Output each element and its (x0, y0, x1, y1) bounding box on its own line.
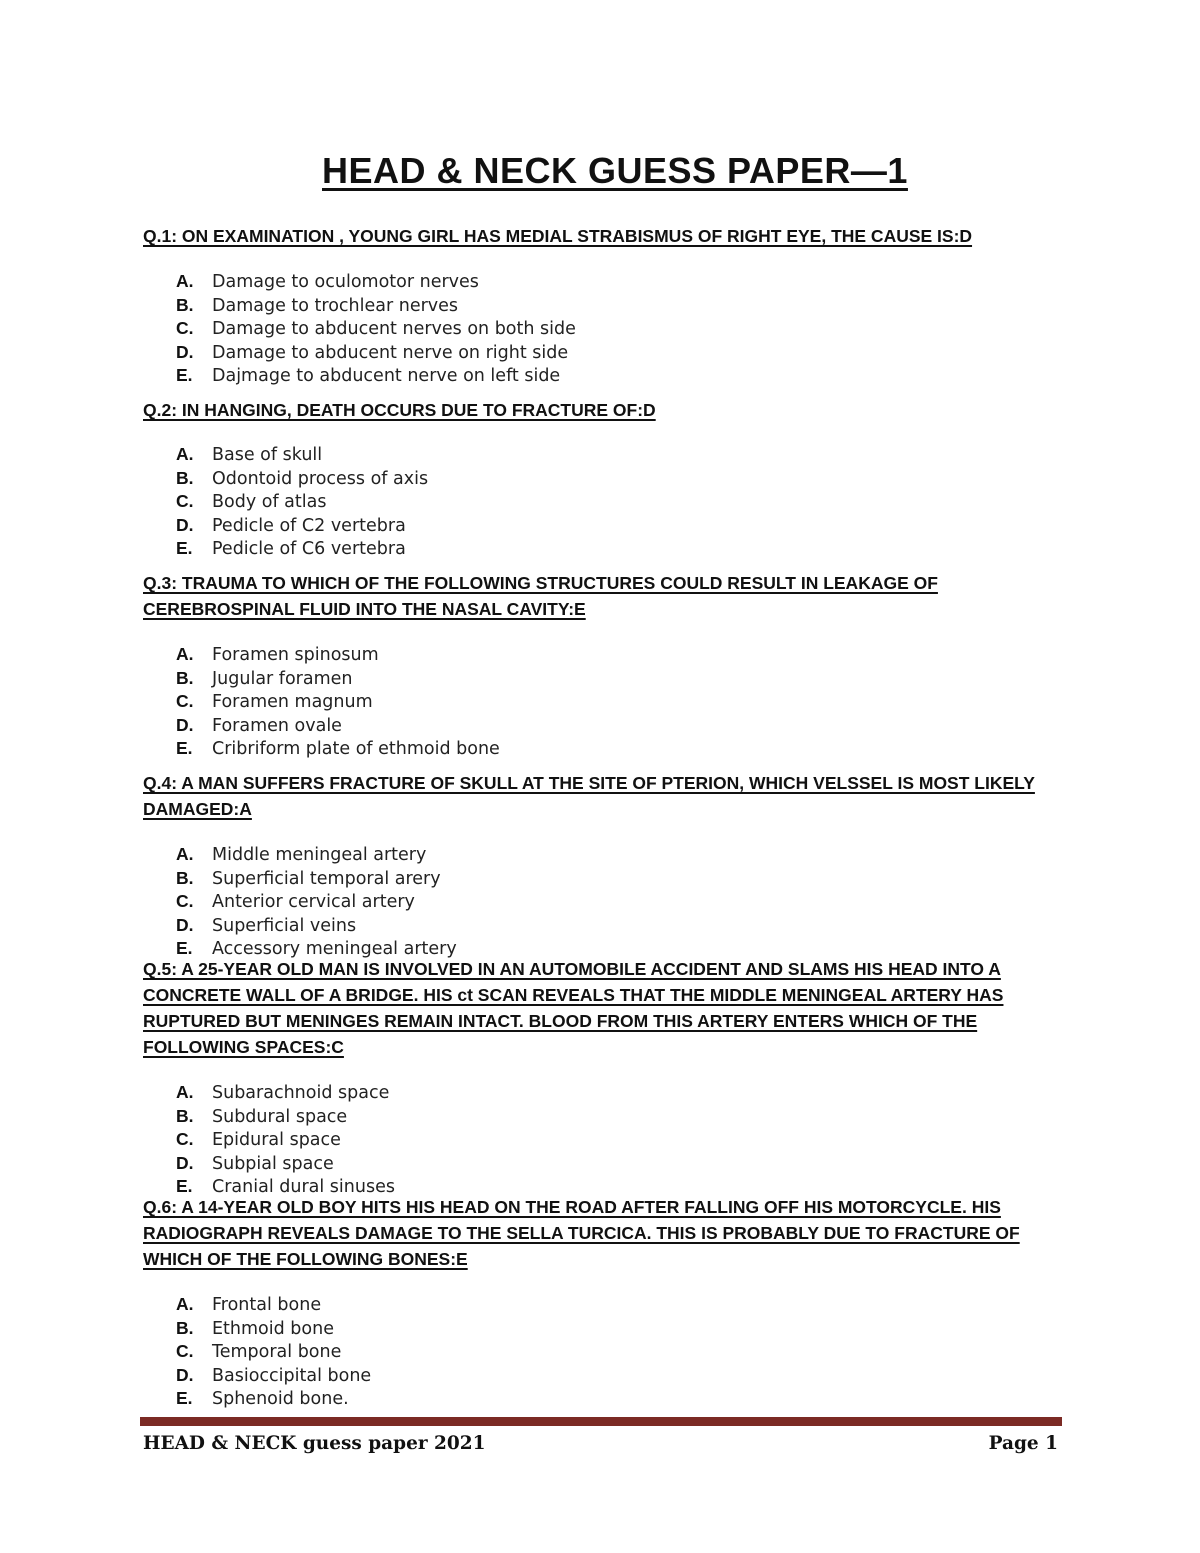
option-letter: E. (176, 738, 193, 759)
option-text: Base of skull (212, 445, 323, 465)
option-letter: C. (176, 691, 194, 712)
option-text: Body of atlas (212, 492, 327, 513)
option-letter: D. (176, 914, 194, 935)
option-text: Sphenoid bone. (212, 1389, 349, 1410)
option-letter: D. (176, 341, 194, 362)
option (176, 1293, 371, 1317)
question-1: Q.1: ON EXAMINATION , YOUNG GIRL HAS MEDIAL STRABISMUS OF RIGHT EYE, THE CAUSE IS:D (143, 226, 973, 246)
option-text: Frontal bone (212, 1295, 322, 1315)
question-6: Q.6: A 14-YEAR OLD BOY HITS HIS HEAD ON THE ROAD AFTER FALLING OFF HIS MOTORCYCLE. HIS RADIOGRAPH REVEALS DAMAGE TO THE SELLA TURCICA. THIS IS PROBABLY DUE TO FRACTURE OF WHICH OF THE FOLLOWING BONES:E (143, 1197, 1020, 1269)
option-letter: A. (176, 444, 194, 464)
option (176, 914, 457, 938)
footer-title: HEAD & NECK guess paper 2021 (143, 1433, 486, 1454)
option-letter: C. (176, 891, 194, 912)
option-text: Damage to abducent nerve on right side (212, 342, 569, 363)
option-letter: A. (176, 1082, 194, 1102)
footer-rule (140, 1417, 1062, 1426)
option (176, 341, 576, 365)
option-text: Pedicle of C6 vertebra (212, 539, 406, 560)
option-text: Foramen magnum (212, 692, 373, 713)
option-letter: A. (176, 1294, 194, 1314)
option-text: Subarachnoid space (212, 1083, 390, 1103)
page-number: Page 1 (988, 1433, 1058, 1454)
option-text: Basioccipital bone (212, 1365, 372, 1386)
option (176, 1387, 371, 1411)
option-text: Odontoid process of axis (212, 468, 429, 489)
option-text: Foramen ovale (212, 715, 342, 736)
option-text: Epidural space (212, 1130, 341, 1151)
option-letter: A. (176, 844, 194, 864)
options-4 (176, 843, 457, 961)
option (176, 737, 500, 761)
option (176, 317, 576, 341)
option-letter: A. (176, 644, 194, 664)
options-1 (176, 270, 576, 388)
option-letter: B. (176, 1317, 194, 1338)
question-4: Q.4: A MAN SUFFERS FRACTURE OF SKULL AT THE SITE OF PTERION, WHICH VELSSEL IS MOST LIKELY DAMAGED:A (143, 773, 1035, 819)
option (176, 1128, 395, 1152)
question-5: Q.5: A 25-YEAR OLD MAN IS INVOLVED IN AN AUTOMOBILE ACCIDENT AND SLAMS HIS HEAD INTO A CONCRETE WALL OF A BRIDGE. HIS ct SCAN REVEALS THAT THE MIDDLE MENINGEAL ARTERY HAS RUPTURED BUT MENINGES REMAIN INTACT. BLOOD FROM THIS ARTERY ENTERS WHICH OF THE FOLLOWING SPACES:C (143, 959, 1004, 1057)
option-letter: B. (176, 1105, 194, 1126)
option-letter: C. (176, 491, 194, 512)
option (176, 364, 576, 388)
option-text: Subdural space (212, 1106, 348, 1127)
option-letter: E. (176, 938, 193, 959)
options-2 (176, 443, 428, 561)
option-text: Middle meningeal artery (212, 845, 427, 865)
option (176, 443, 428, 467)
option-text: Accessory meningeal artery (212, 939, 457, 960)
option-text: Cribriform plate of ethmoid bone (212, 739, 500, 760)
option-text: Damage to trochlear nerves (212, 295, 459, 316)
option-text: Pedicle of C2 vertebra (212, 515, 406, 536)
option-text: Damage to abducent nerves on both side (212, 319, 576, 340)
option (176, 270, 576, 294)
option-letter: E. (176, 365, 193, 386)
option-letter: B. (176, 467, 194, 488)
option-letter: E. (176, 1176, 193, 1197)
option (176, 643, 500, 667)
option (176, 714, 500, 738)
option (176, 490, 428, 514)
option-letter: D. (176, 714, 194, 735)
option-text: Jugular foramen (212, 668, 353, 689)
option-text: Foramen spinosum (212, 645, 379, 665)
option (176, 1105, 395, 1129)
option (176, 514, 428, 538)
option-letter: C. (176, 318, 194, 339)
option-letter: D. (176, 514, 194, 535)
option-text: Ethmoid bone (212, 1318, 334, 1339)
option-letter: E. (176, 538, 193, 559)
option (176, 467, 428, 491)
option (176, 1364, 371, 1388)
options-5 (176, 1081, 395, 1199)
option (176, 667, 500, 691)
option-letter: B. (176, 294, 194, 315)
option (176, 294, 576, 318)
option-letter: A. (176, 271, 194, 291)
option (176, 537, 428, 561)
option-letter: C. (176, 1341, 194, 1362)
option-text: Subpial space (212, 1153, 334, 1174)
option-letter: D. (176, 1152, 194, 1173)
option-text: Anterior cervical artery (212, 892, 415, 913)
page-title: HEAD & NECK GUESS PAPER—1 (322, 150, 908, 191)
option-text: Cranial dural sinuses (212, 1177, 395, 1198)
option (176, 1152, 395, 1176)
option (176, 867, 457, 891)
option (176, 1081, 395, 1105)
option-text: Superficial temporal arery (212, 868, 441, 889)
option-letter: B. (176, 867, 194, 888)
option-text: Temporal bone (212, 1342, 342, 1363)
option-text: Damage to oculomotor nerves (212, 272, 479, 292)
option-letter: D. (176, 1364, 194, 1385)
question-3: Q.3: TRAUMA TO WHICH OF THE FOLLOWING STRUCTURES COULD RESULT IN LEAKAGE OF CEREBROSPINAL FLUID INTO THE NASAL CAVITY:E (143, 573, 938, 619)
option-letter: B. (176, 667, 194, 688)
options-6 (176, 1293, 371, 1411)
option (176, 890, 457, 914)
option-text: Superficial veins (212, 915, 357, 936)
option-letter: E. (176, 1388, 193, 1409)
options-3 (176, 643, 500, 761)
option-text: Dajmage to abducent nerve on left side (212, 366, 561, 387)
option (176, 1317, 371, 1341)
question-2: Q.2: IN HANGING, DEATH OCCURS DUE TO FRACTURE OF:D (143, 400, 656, 420)
option (176, 1340, 371, 1364)
option-letter: C. (176, 1129, 194, 1150)
option (176, 690, 500, 714)
option (176, 843, 457, 867)
